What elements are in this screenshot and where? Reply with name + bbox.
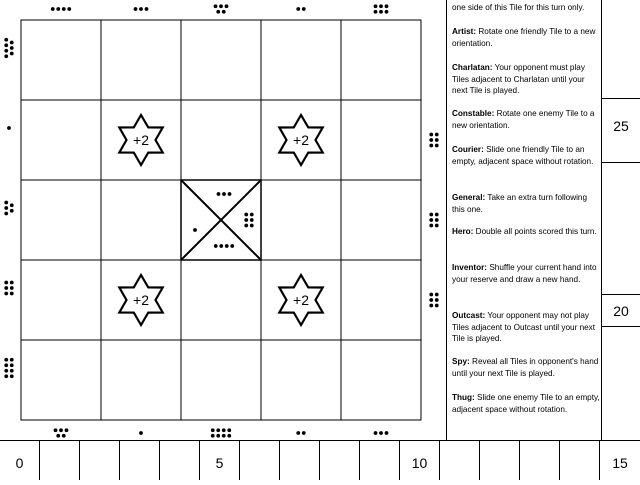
rule-entry <box>452 62 600 97</box>
edge-pip <box>54 428 58 432</box>
edge-pip <box>216 434 220 438</box>
bonus-label: +2 <box>133 292 149 308</box>
score-track-cell[interactable] <box>320 441 360 480</box>
score-divider <box>602 326 640 327</box>
edge-pip <box>429 138 433 142</box>
edge-pip <box>134 7 138 11</box>
edge-pip <box>374 4 378 8</box>
edge-pip <box>56 7 60 11</box>
board-cell[interactable] <box>181 260 261 340</box>
edge-pip <box>227 434 231 438</box>
rule-entry <box>452 192 600 215</box>
rule-name: Thug: <box>452 393 475 402</box>
edge-pip <box>296 7 300 11</box>
edge-pip <box>216 428 220 432</box>
board-cell[interactable] <box>21 100 101 180</box>
score-track-cell[interactable]: 15 <box>612 455 628 471</box>
score-track-cell[interactable] <box>40 441 80 480</box>
edge-pip <box>435 213 439 217</box>
rule-entry <box>452 310 600 345</box>
rule-entry <box>452 2 600 14</box>
edge-pip <box>7 126 11 130</box>
edge-pip <box>214 4 218 8</box>
edge-pip <box>379 431 383 435</box>
edge-pip <box>65 428 69 432</box>
edge-pip <box>62 7 66 11</box>
edge-pip <box>4 358 8 362</box>
edge-pip <box>435 138 439 142</box>
edge-pip <box>59 428 63 432</box>
board-cell[interactable] <box>21 340 101 420</box>
rule-text: one side of this Tile for this turn only. <box>452 3 585 12</box>
rule-name: Artist: <box>452 27 477 36</box>
edge-pip <box>4 292 8 296</box>
score-track <box>0 440 640 480</box>
rule-text: Double all points scored this turn. <box>475 227 597 236</box>
edge-pip <box>302 431 306 435</box>
rule-name: Charlatan: <box>452 63 493 72</box>
edge-pip <box>10 203 14 207</box>
tile-pip <box>222 192 226 196</box>
edge-pip <box>385 4 389 8</box>
edge-pip <box>62 434 66 438</box>
edge-pip <box>67 7 71 11</box>
bonus-label: +2 <box>133 132 149 148</box>
board-cell[interactable] <box>261 20 341 100</box>
board-cell[interactable] <box>181 20 261 100</box>
edge-pip <box>4 43 8 47</box>
rule-entry <box>452 392 600 415</box>
tile-pip <box>219 244 223 248</box>
rule-text: Your opponent may not play Tiles adjacent to Outcast until your next Tile is played. <box>452 311 596 343</box>
edge-pip <box>4 363 8 367</box>
edge-pip <box>10 358 14 362</box>
edge-pip <box>216 10 220 14</box>
board-cell[interactable] <box>21 260 101 340</box>
edge-pip <box>139 7 143 11</box>
edge-pip <box>4 281 8 285</box>
edge-pip <box>435 133 439 137</box>
rule-name: Courier: <box>452 145 484 154</box>
edge-pip <box>56 434 60 438</box>
edge-pip <box>10 41 14 45</box>
score-track-cell[interactable] <box>280 441 320 480</box>
tile-pip <box>244 224 248 228</box>
edge-pip <box>225 4 229 8</box>
edge-pip <box>379 10 383 14</box>
edge-pip <box>222 10 226 14</box>
rule-text: Take an extra turn following this one. <box>452 193 588 214</box>
score-track-cell[interactable]: 0 <box>0 441 40 480</box>
score-track-cell[interactable] <box>560 441 600 480</box>
rule-entry <box>452 262 600 285</box>
score-track-cell[interactable] <box>120 441 160 480</box>
edge-pip <box>10 46 14 50</box>
edge-pip <box>429 144 433 148</box>
edge-pip <box>10 369 14 373</box>
board-cell[interactable] <box>101 340 181 420</box>
edge-pip <box>4 49 8 53</box>
edge-pip <box>385 10 389 14</box>
score-track-cell[interactable] <box>160 441 200 480</box>
board-cell[interactable] <box>261 340 341 420</box>
edge-pip <box>429 218 433 222</box>
rule-entry <box>452 356 600 379</box>
score-column <box>602 0 640 440</box>
board-cell[interactable] <box>341 180 421 260</box>
bonus-label: +2 <box>293 132 309 148</box>
board-cell[interactable] <box>101 20 181 100</box>
edge-pip <box>10 286 14 290</box>
rule-name: Inventor: <box>452 263 488 272</box>
rule-name: Outcast: <box>452 311 486 320</box>
rule-text: Rotate one enemy Tile to a new orientation. <box>452 109 595 130</box>
tile-pip <box>244 213 248 217</box>
edge-pip <box>435 304 439 308</box>
edge-pip <box>302 7 306 11</box>
edge-pip <box>435 224 439 228</box>
rule-text: Shuffle your current hand into your reserve and draw a new hand. <box>452 263 597 284</box>
score-track-cell[interactable] <box>240 441 280 480</box>
tile-pip <box>225 244 229 248</box>
rule-text: Reveal all Tiles in opponent's hand until your next Tile is played. <box>452 357 599 378</box>
rule-entry <box>452 144 600 167</box>
edge-pip <box>4 374 8 378</box>
rules-panel <box>446 0 602 440</box>
edge-pip <box>435 218 439 222</box>
rule-name: Constable: <box>452 109 495 118</box>
score-track-cell[interactable]: 5 <box>200 441 240 480</box>
edge-pip <box>10 363 14 367</box>
score-track-cell[interactable] <box>360 441 400 480</box>
board-cell[interactable] <box>341 100 421 180</box>
score-divider <box>602 162 640 163</box>
score-track-cell[interactable]: 10 <box>400 441 440 480</box>
tile-pip <box>244 218 248 222</box>
tile-pip <box>193 228 197 232</box>
edge-pip <box>429 213 433 217</box>
score-mark-25: 25 <box>613 118 629 134</box>
rule-entry <box>452 226 600 238</box>
edge-pip <box>374 431 378 435</box>
edge-pip <box>435 144 439 148</box>
rule-text: Rotate one friendly Tile to a new orientation. <box>452 27 596 48</box>
rule-text: Your opponent must play Tiles adjacent to Charlatan until your next Tile is played. <box>452 63 585 95</box>
edge-pip <box>219 4 223 8</box>
score-mark-20: 20 <box>613 303 629 319</box>
edge-pip <box>145 7 149 11</box>
board-cell[interactable] <box>341 260 421 340</box>
edge-pip <box>429 224 433 228</box>
tile-pip <box>250 218 254 222</box>
edge-pip <box>385 431 389 435</box>
edge-pip <box>4 38 8 42</box>
score-track-cell[interactable] <box>520 441 560 480</box>
edge-pip <box>4 369 8 373</box>
board-cell[interactable] <box>181 100 261 180</box>
edge-pip <box>4 286 8 290</box>
board-cell[interactable] <box>261 180 341 260</box>
rule-entry <box>452 26 600 49</box>
edge-pip <box>429 293 433 297</box>
rule-text: Slide one friendly Tile to an empty, adjacent space without rotation. <box>452 145 594 166</box>
edge-pip <box>10 374 14 378</box>
tile-pip <box>250 213 254 217</box>
edge-pip <box>139 431 143 435</box>
edge-pip <box>429 133 433 137</box>
bonus-label: +2 <box>293 292 309 308</box>
board-cell[interactable] <box>181 340 261 420</box>
score-track-cell[interactable] <box>480 441 520 480</box>
edge-pip <box>379 4 383 8</box>
edge-pip <box>429 298 433 302</box>
rule-text: Slide one enemy Tile to an empty, adjacent space without rotation. <box>452 393 600 414</box>
edge-pip <box>211 428 215 432</box>
tile-pip <box>228 192 232 196</box>
board-cell[interactable] <box>341 340 421 420</box>
edge-pip <box>10 292 14 296</box>
tile-pip <box>250 224 254 228</box>
board-cell[interactable] <box>21 180 101 260</box>
rule-name: Hero: <box>452 227 474 236</box>
edge-pip <box>10 52 14 56</box>
edge-pip <box>222 428 226 432</box>
edge-pip <box>10 209 14 213</box>
score-track-cell[interactable] <box>80 441 120 480</box>
tile-pip <box>230 244 234 248</box>
edge-pip <box>374 10 378 14</box>
score-track-cell[interactable] <box>440 441 480 480</box>
rule-entry <box>452 108 600 131</box>
edge-pip <box>4 206 8 210</box>
tile-pip <box>214 244 218 248</box>
rule-name: General: <box>452 193 486 202</box>
board-cell[interactable] <box>101 180 181 260</box>
score-divider <box>602 98 640 99</box>
edge-pip <box>4 54 8 58</box>
edge-pip <box>51 7 55 11</box>
edge-pip <box>222 434 226 438</box>
tile-pip <box>217 192 221 196</box>
edge-pip <box>429 304 433 308</box>
edge-pip <box>435 293 439 297</box>
score-divider <box>602 294 640 295</box>
edge-pip <box>211 434 215 438</box>
edge-pip <box>435 298 439 302</box>
edge-pip <box>227 428 231 432</box>
edge-pip <box>4 212 8 216</box>
edge-pip <box>10 281 14 285</box>
edge-pip <box>4 201 8 205</box>
edge-pip <box>296 431 300 435</box>
board-cell[interactable] <box>21 20 101 100</box>
rule-name: Spy: <box>452 357 470 366</box>
board-cell[interactable] <box>341 20 421 100</box>
